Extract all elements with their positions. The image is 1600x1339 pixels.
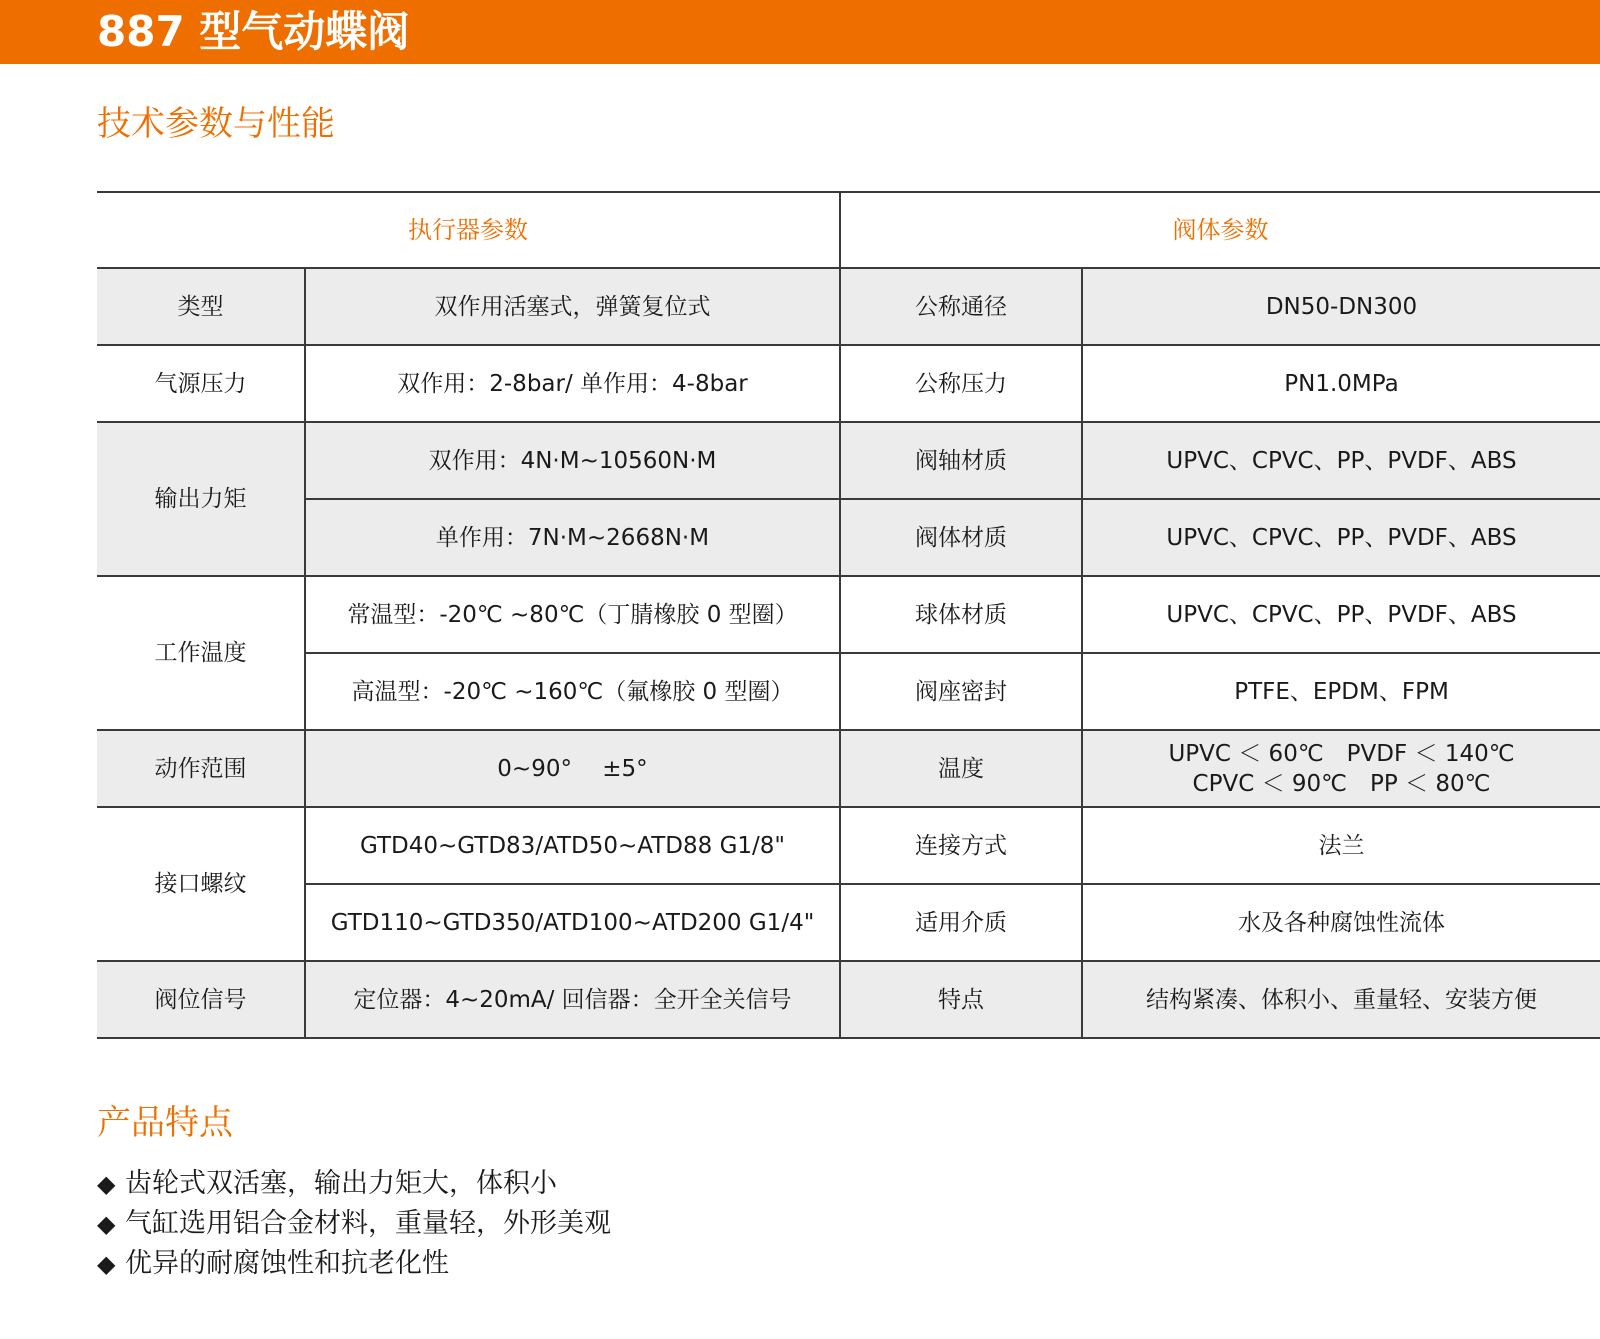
row-value-air-pressure: 双作用：2-8bar/ 单作用：4-8bar <box>305 345 840 422</box>
diamond-bullet-icon: ◆ <box>97 1170 116 1198</box>
row-value-medium: 水及各种腐蚀性流体 <box>1082 884 1600 961</box>
diamond-bullet-icon: ◆ <box>97 1250 116 1278</box>
row-value-ball-material: UPVC、CPVC、PP、PVDF、ABS <box>1082 576 1600 653</box>
table-row <box>97 268 1600 345</box>
row-label-seat-seal: 阀座密封 <box>840 653 1082 730</box>
row-value-body-material: UPVC、CPVC、PP、PVDF、ABS <box>1082 499 1600 576</box>
table-row <box>97 576 1600 653</box>
list-item <box>97 1204 611 1244</box>
row-value-temperature <box>1082 730 1600 807</box>
row-value-seat-seal: PTFE、EPDM、FPM <box>1082 653 1600 730</box>
diamond-bullet-icon: ◆ <box>97 1210 116 1238</box>
row-label-body-material: 阀体材质 <box>840 499 1082 576</box>
table-row <box>97 345 1600 422</box>
row-value-action-range: 0~90° ±5° <box>305 730 840 807</box>
page-title: 887 型气动蝶阀 <box>97 7 410 56</box>
row-value-connection: 法兰 <box>1082 807 1600 884</box>
row-label-port-thread: 接口螺纹 <box>97 807 305 961</box>
table-row <box>97 807 1600 884</box>
header-bar <box>0 0 1600 64</box>
row-value-thread-large: GTD110~GTD350/ATD100~ATD200 G1/4" <box>305 884 840 961</box>
row-label-air-pressure: 气源压力 <box>97 345 305 422</box>
row-label-features: 特点 <box>840 961 1082 1038</box>
list-item <box>97 1164 611 1204</box>
specs-section-title: 技术参数与性能 <box>97 104 335 144</box>
list-item <box>97 1244 611 1284</box>
row-label-ball-material: 球体材质 <box>840 576 1082 653</box>
spec-table <box>97 191 1600 1039</box>
row-label-type: 类型 <box>97 268 305 345</box>
row-value-shaft-material: UPVC、CPVC、PP、PVDF、ABS <box>1082 422 1600 499</box>
table-row <box>97 499 1600 576</box>
table-row <box>97 884 1600 961</box>
table-header-row <box>97 192 1600 268</box>
feature-list <box>97 1164 611 1284</box>
row-value-nominal-pressure: PN1.0MPa <box>1082 345 1600 422</box>
temperature-line-2: CPVC ＜ 90℃ PP ＜ 80℃ <box>1192 770 1491 797</box>
row-label-medium: 适用介质 <box>840 884 1082 961</box>
temperature-line-1: UPVC ＜ 60℃ PVDF ＜ 140℃ <box>1168 740 1515 767</box>
row-label-temperature: 温度 <box>840 730 1082 807</box>
row-value-torque-double: 双作用：4N·M~10560N·M <box>305 422 840 499</box>
row-label-nominal-pressure: 公称压力 <box>840 345 1082 422</box>
row-value-torque-single: 单作用：7N·M~2668N·M <box>305 499 840 576</box>
valve-params-header: 阀体参数 <box>840 192 1600 268</box>
feature-text: 优异的耐腐蚀性和抗老化性 <box>125 1248 449 1279</box>
row-value-thread-small: GTD40~GTD83/ATD50~ATD88 G1/8" <box>305 807 840 884</box>
table-row <box>97 730 1600 807</box>
row-label-working-temperature: 工作温度 <box>97 576 305 730</box>
row-value-temp-normal: 常温型：-20℃ ~80℃（丁腈橡胶 0 型圈） <box>305 576 840 653</box>
row-value-position-signal: 定位器：4~20mA/ 回信器：全开全关信号 <box>305 961 840 1038</box>
row-label-action-range: 动作范围 <box>97 730 305 807</box>
row-value-features: 结构紧凑、体积小、重量轻、安装方便 <box>1082 961 1600 1038</box>
features-section-title: 产品特点 <box>97 1103 233 1143</box>
row-value-temp-high: 高温型：-20℃ ~160℃（氟橡胶 0 型圈） <box>305 653 840 730</box>
feature-text: 齿轮式双活塞，输出力矩大，体积小 <box>125 1168 557 1199</box>
table-row <box>97 961 1600 1038</box>
row-value-nominal-diameter: DN50-DN300 <box>1082 268 1600 345</box>
actuator-params-header: 执行器参数 <box>97 192 840 268</box>
table-row <box>97 422 1600 499</box>
row-value-type: 双作用活塞式，弹簧复位式 <box>305 268 840 345</box>
feature-text: 气缸选用铝合金材料，重量轻，外形美观 <box>125 1208 611 1239</box>
table-row <box>97 653 1600 730</box>
row-label-output-torque: 输出力矩 <box>97 422 305 576</box>
row-label-connection: 连接方式 <box>840 807 1082 884</box>
row-label-position-signal: 阀位信号 <box>97 961 305 1038</box>
row-label-nominal-diameter: 公称通径 <box>840 268 1082 345</box>
row-label-shaft-material: 阀轴材质 <box>840 422 1082 499</box>
